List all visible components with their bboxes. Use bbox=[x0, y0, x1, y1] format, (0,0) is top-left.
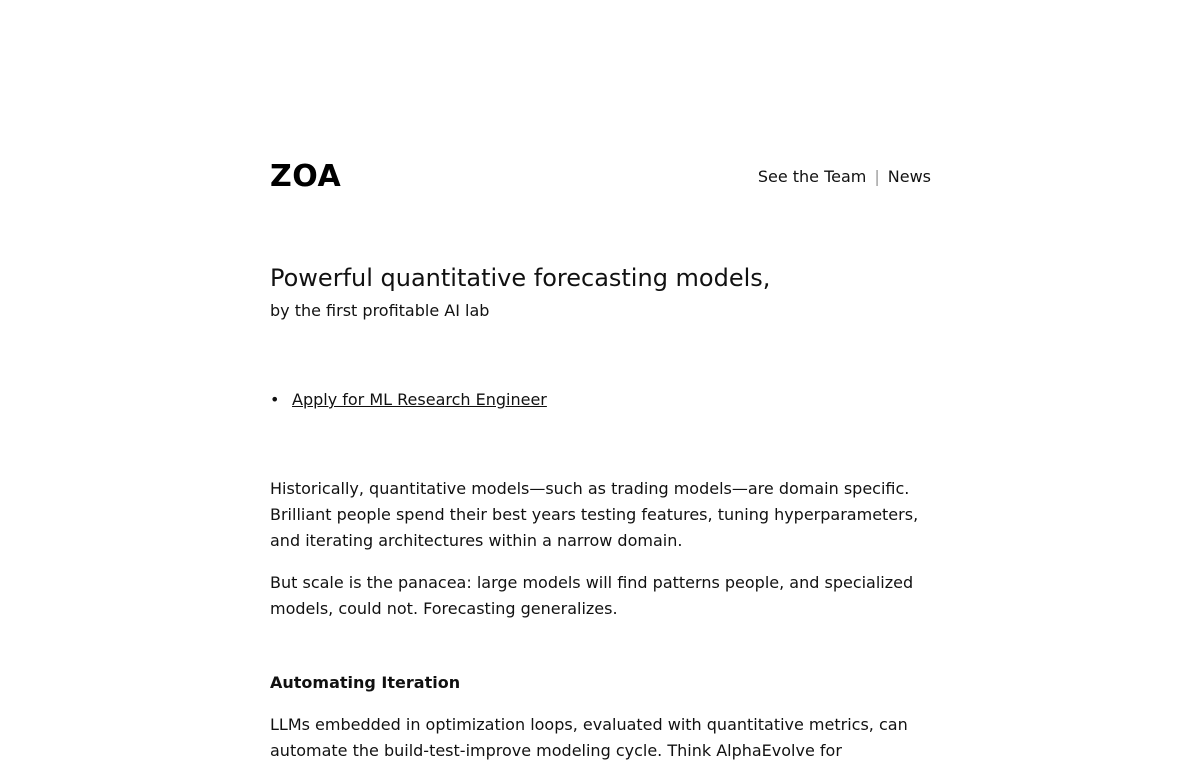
top-nav bbox=[758, 167, 931, 187]
job-list bbox=[270, 389, 547, 411]
nav-separator: | bbox=[874, 167, 880, 186]
apply-ml-research-engineer-link[interactable]: Apply for ML Research Engineer bbox=[292, 390, 547, 409]
list-item bbox=[270, 389, 547, 411]
nav-link-news[interactable]: News bbox=[887, 167, 931, 186]
bullet-icon: • bbox=[270, 390, 280, 409]
scale-paragraph: But scale is the panacea: large models will find patterns people, and specialized models, could not. Forecasting generalizes. bbox=[270, 573, 914, 618]
site-header bbox=[270, 157, 931, 197]
site-logo[interactable]: ZOA bbox=[270, 159, 342, 194]
automating-paragraph: LLMs embedded in optimization loops, evaluated with quantitative metrics, can automate the build-test-improve modeling cycle. Think AlphaEvolve for bbox=[270, 715, 908, 760]
section-title-automating-iteration: Automating Iteration bbox=[270, 673, 461, 692]
hero-subtitle: by the first profitable AI lab bbox=[270, 301, 490, 320]
hero-title: Powerful quantitative forecasting models, bbox=[270, 264, 771, 292]
nav-link-see-the-team[interactable]: See the Team bbox=[757, 167, 867, 186]
intro-paragraph: Historically, quantitative models—such as trading models—are domain specific. Brilliant people spend their best years testing features, tuning hyperparameters, and iterating architectures within a narrow domain. bbox=[270, 479, 919, 550]
